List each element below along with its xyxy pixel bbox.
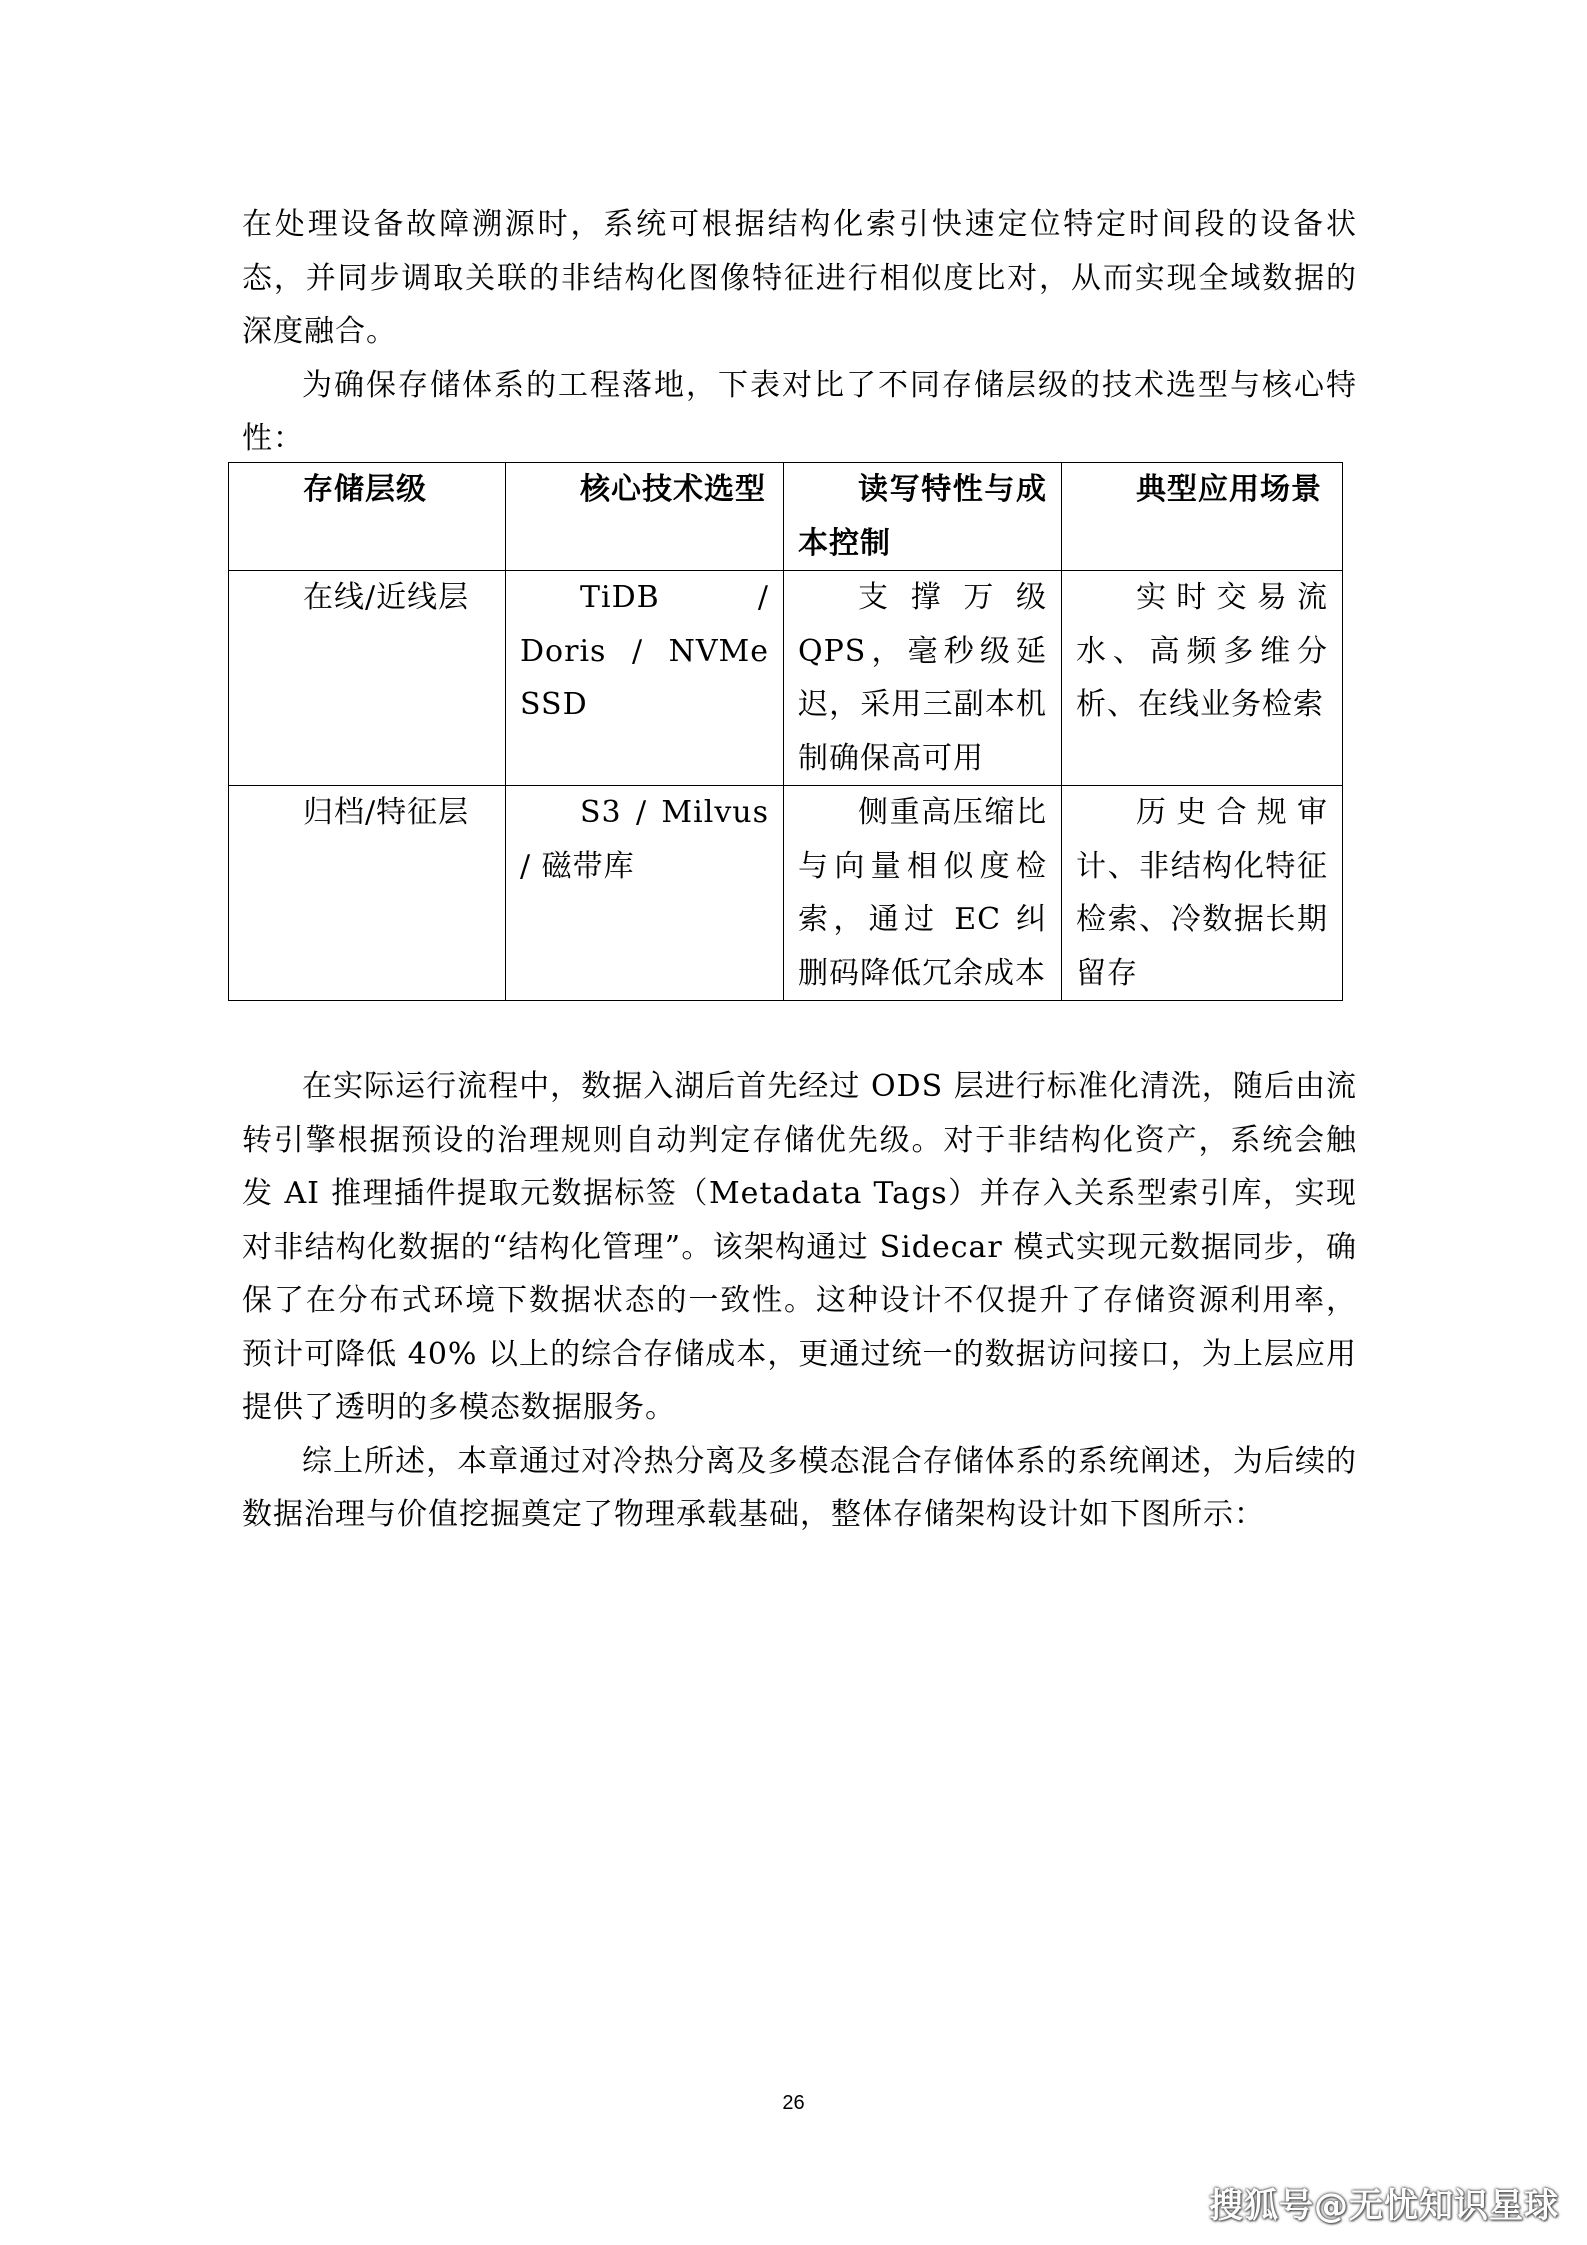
cell-scenario: 实时交易流水、高频多维分析、在线业务检索 (1062, 571, 1343, 786)
paragraph-process-flow: 在实际运行流程中，数据入湖后首先经过 ODS 层进行标准化清洗，随后由流转引擎根据预设的治理规则自动判定存储优先级。对于非结构化资产，系统会触发 AI 推理插件提取元数据标签（Metadata Tags）并存入关系型索引库，实现对非结构化数据的“结构化管理”。该架构通过 Sidecar 模式实现元数据同步，确保了在分布式环境下数据状态的一致性。这种设计不仅提升了存储资源利用率，预计可降低 40% 以上的综合存储成本，更通过统一的数据访问接口，为上层应用提供了透明的多模态数据服务。 (242, 1069, 1357, 1425)
table-row (229, 786, 1343, 1001)
paragraph-fault-tracing: 在处理设备故障溯源时，系统可根据结构化索引快速定位特定时间段的设备状态，并同步调取关联的非结构化图像特征进行相似度比对，从而实现全域数据的深度融合。 (242, 207, 1357, 349)
body-text (242, 1060, 1357, 1542)
intro-text (242, 198, 1357, 466)
cell-scenario: 历史合规审计、非结构化特征检索、冷数据长期留存 (1062, 786, 1343, 1001)
page-number: 26 (782, 2092, 805, 2114)
paragraph-summary: 综上所述，本章通过对冷热分离及多模态混合存储体系的系统阐述，为后续的数据治理与价值挖掘奠定了物理承载基础，整体存储架构设计如下图所示： (242, 1443, 1357, 1532)
cell-traits: 支撑万级QPS，毫秒级延迟，采用三副本机制确保高可用 (784, 571, 1062, 786)
cell-tech: TiDB / Doris / NVMe SSD (506, 571, 784, 786)
table-header-row (229, 463, 1343, 571)
header-scenario: 典型应用场景 (1062, 463, 1343, 571)
storage-tier-table (228, 462, 1343, 1001)
header-storage-tier: 存储层级 (229, 463, 506, 571)
cell-traits: 侧重高压缩比与向量相似度检索，通过 EC 纠删码降低冗余成本 (784, 786, 1062, 1001)
header-rw-cost: 读写特性与成本控制 (784, 463, 1062, 571)
paragraph-table-intro: 为确保存储体系的工程落地，下表对比了不同存储层级的技术选型与核心特性： (242, 367, 1357, 456)
cell-tech: S3 / Milvus / 磁带库 (506, 786, 784, 1001)
cell-tier: 归档/特征层 (229, 786, 506, 1001)
cell-tier: 在线/近线层 (229, 571, 506, 786)
header-core-tech: 核心技术选型 (506, 463, 784, 571)
table-row (229, 571, 1343, 786)
watermark: 搜狐号@无忧知识星球 (1209, 2186, 1559, 2226)
